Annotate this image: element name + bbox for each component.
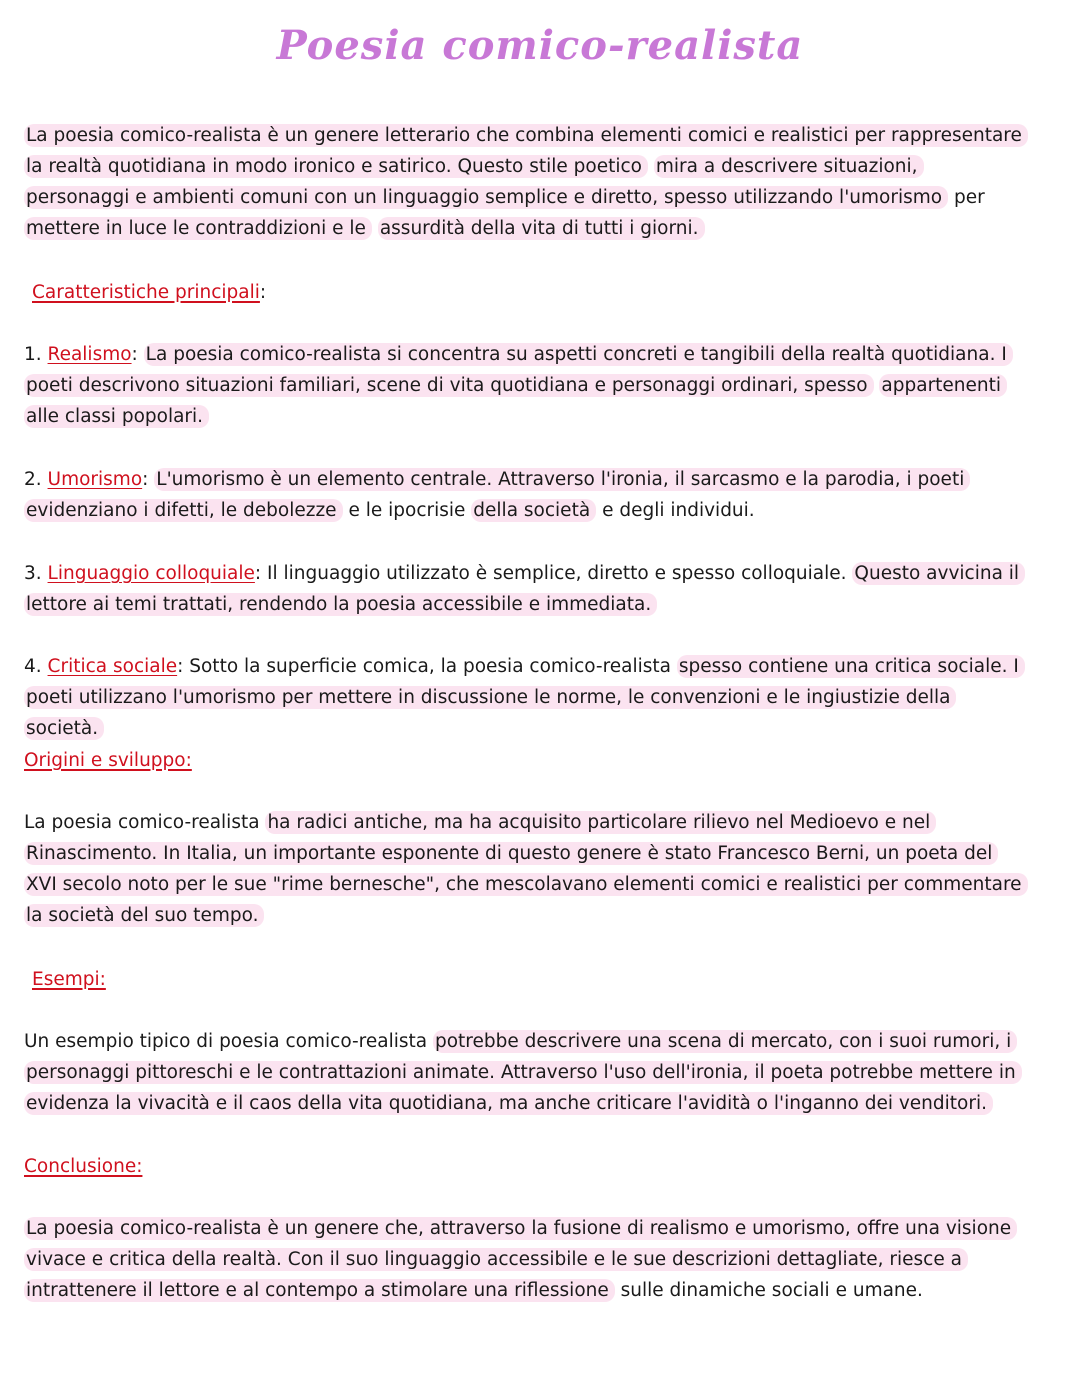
examples-heading [32, 964, 106, 995]
list-item-separator: : [142, 469, 149, 490]
intro-text-3: per [953, 187, 985, 208]
intro-highlight-5: assurdità della vita di tutti i giorni. [378, 217, 705, 240]
intro-highlight-4: mettere in luce le contraddizioni e le [24, 217, 372, 240]
list-item-linguaggio [24, 558, 1024, 620]
examples-highlight: potrebbe descrivere una scena di mercato, con i suoi rumori, i personaggi pittoreschi e le contrattazioni animate. Attraverso l'uso dell'ironia, il poeta potrebbe mettere in evidenza la vivacità e il caos della vita quotidiana, ma anche criticare l'avidità o l'inganno dei venditori. [24, 1030, 1022, 1115]
list-item-text: della società [471, 499, 596, 522]
origins-heading-text: Origini e sviluppo: [24, 750, 192, 771]
list-item-text: e degli individui. [602, 500, 755, 521]
list-item-text: Il linguaggio utilizzato è semplice, diretto e spesso colloquiale. [267, 563, 847, 584]
conclusion-heading-text: Conclusione: [24, 1156, 143, 1177]
list-item-term: Realismo [47, 344, 132, 365]
list-item-term: Critica sociale [47, 656, 178, 677]
list-item-text: La poesia comico-realista si concentra su aspetti concreti e tangibili della realtà quotidiana. I poeti descrivono situazioni familiari, scene di vita quotidiana e personaggi ordinari, spesso [24, 343, 1013, 397]
list-item-text: Questo avvicina il lettore ai temi trattati, rendendo la poesia accessibile e immediata. [24, 562, 1025, 616]
conclusion-heading [24, 1151, 142, 1182]
intro-highlight-2: mira a descrivere situazioni, personaggi e ambienti comuni con un linguaggio semplice e diretto, spesso utilizzando l'umorismo [24, 155, 948, 209]
intro-paragraph [24, 120, 1024, 244]
intro-highlight-1: La poesia comico-realista è un genere letterario che combina elementi comici e realistici per rappresentare la realtà quotidiana in modo ironico e satirico. Questo stile poetico [24, 124, 1028, 178]
list-item-term: Umorismo [47, 469, 143, 490]
characteristics-heading-text: Caratteristiche principali [32, 282, 260, 303]
examples-paragraph [24, 1026, 1024, 1119]
origins-highlight: ha radici antiche, ma ha acquisito particolare rilievo nel Medioevo e nel Rinascimento. In Italia, un importante esponente di questo genere è stato Francesco Berni, un poeta del XVI secolo noto per le sue "rime bernesche", che mescolavano elementi comici e realistici per commentare la società del suo tempo. [24, 811, 1028, 927]
list-item-text: Sotto la superficie comica, la poesia comico-realista [189, 656, 671, 677]
list-item-term: Linguaggio colloquiale [47, 563, 255, 584]
list-item-number: 1. [24, 344, 42, 365]
list-item-separator: : [177, 656, 184, 677]
list-item-text: spesso contiene una critica sociale. I poeti utilizzano l'umorismo per mettere in discussione le norme, le convenzioni e le ingiustizie della società. [24, 655, 1025, 740]
conclusion-text: sulle dinamiche sociali e umane. [620, 1280, 923, 1301]
page-title: Poesia comico-realista [276, 22, 804, 69]
list-item-number: 2. [24, 469, 42, 490]
origins-paragraph [24, 807, 1024, 931]
list-item-text: L'umorismo è un elemento centrale. Attraverso l'ironia, il sarcasmo e la parodia, i poeti evidenziano i difetti, le debolezze [24, 468, 970, 522]
list-item-text: e le ipocrisie [348, 500, 466, 521]
examples-text: Un esempio tipico di poesia comico-realista [24, 1031, 428, 1052]
list-item-separator: : [131, 344, 138, 365]
characteristics-heading [32, 277, 266, 308]
list-item-number: 3. [24, 563, 42, 584]
conclusion-highlight: La poesia comico-realista è un genere che, attraverso la fusione di realismo e umorismo, offre una visione vivace e critica della realtà. Con il suo linguaggio accessibile e le sue descrizioni dettagliate, riesce a intrattenere il lettore e al contempo a stimolare una riflessione [24, 1217, 1017, 1302]
list-item-text: appartenenti alle classi popolari. [24, 374, 1007, 428]
list-item-realismo [24, 339, 1024, 432]
list-item-separator: : [254, 563, 262, 584]
origins-heading [24, 745, 192, 776]
origins-text: La poesia comico-realista [24, 812, 260, 833]
list-item-number: 4. [24, 656, 42, 677]
conclusion-paragraph [24, 1213, 1024, 1306]
characteristics-heading-colon: : [259, 282, 267, 303]
list-item-critica [24, 651, 1024, 744]
examples-heading-text: Esempi: [32, 969, 106, 990]
list-item-umorismo [24, 464, 1024, 526]
